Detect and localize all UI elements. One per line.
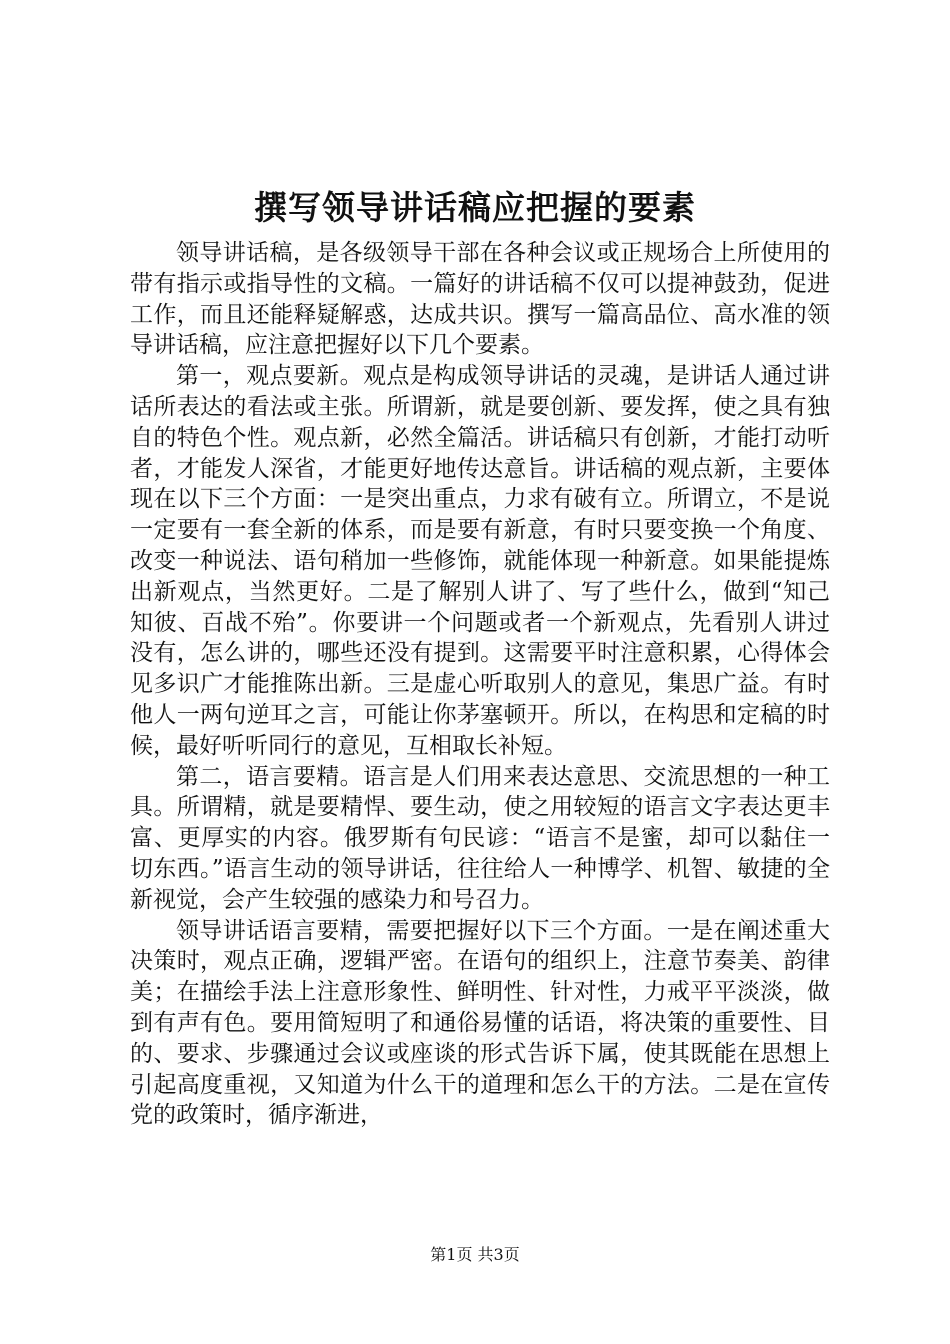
paragraph-language-aspects: 领导讲话语言要精，需要把握好以下三个方面。一是在阐述重大决策时，观点正确，逻辑严密。在语句的组织上，注意节奏美、韵律美；在描绘手法上注意形象性、鲜明性、针对性，力戒平平淡淡，做到有声有色。要用简短明了和通俗易懂的话语，将决策的重要性、目的、要求、步骤通过会议或座谈的形式告诉下属，使其既能在思想上引起高度重视，又知道为什么干的道理和怎么干的方法。二是在宣传党的政策时，循序渐进，: [130, 917, 830, 1129]
document-body: [130, 238, 830, 1131]
paragraph-point-one: 第一，观点要新。观点是构成领导讲话的灵魂，是讲话人通过讲话所表达的看法或主张。所谓新，就是要创新、要发挥，使之具有独自的特色个性。观点新，必然全篇活。讲话稿只有创新，才能打动听者，才能发人深省，才能更好地传达意旨。讲话稿的观点新，主要体现在以下三个方面：一是突出重点，力求有破有立。所谓立，不是说一定要有一套全新的体系，而是要有新意，有时只要变换一个角度、改变一种说法、语句稍加一些修饰，就能体现一种新意。如果能提炼出新观点，当然更好。二是了解别人讲了、写了些什么，做到“知己知彼、百战不殆”。你要讲一个问题或者一个新观点，先看别人讲过没有，怎么讲的，哪些还没有提到。这需要平时注意积累，心得体会见多识广才能推陈出新。三是虚心听取别人的意见，集思广益。有时他人一两句逆耳之言，可能让你茅塞顿开。所以，在构思和定稿的时候，最好听听同行的意见，互相取长补短。: [130, 363, 830, 759]
paragraph-intro: 领导讲话稿，是各级领导干部在各种会议或正规场合上所使用的带有指示或指导性的文稿。一篇好的讲话稿不仅可以提神鼓劲，促进工作，而且还能释疑解惑，达成共识。撰写一篇高品位、高水准的领导讲话稿，应注意把握好以下几个要素。: [130, 240, 830, 359]
document-title: 撰写领导讲话稿应把握的要素: [254, 188, 696, 227]
page-number-footer: 第1页 共3页: [430, 1245, 520, 1264]
paragraph-point-two: 第二，语言要精。语言是人们用来表达意思、交流思想的一种工具。所谓精，就是要精悍、要生动，使之用较短的语言文字表达更丰富、更厚实的内容。俄罗斯有句民谚：“语言不是蜜，却可以黏住一切东西。”语言生动的领导讲话，往往给人一种博学、机智、敏捷的全新视觉，会产生较强的感染力和号召力。: [130, 763, 830, 913]
